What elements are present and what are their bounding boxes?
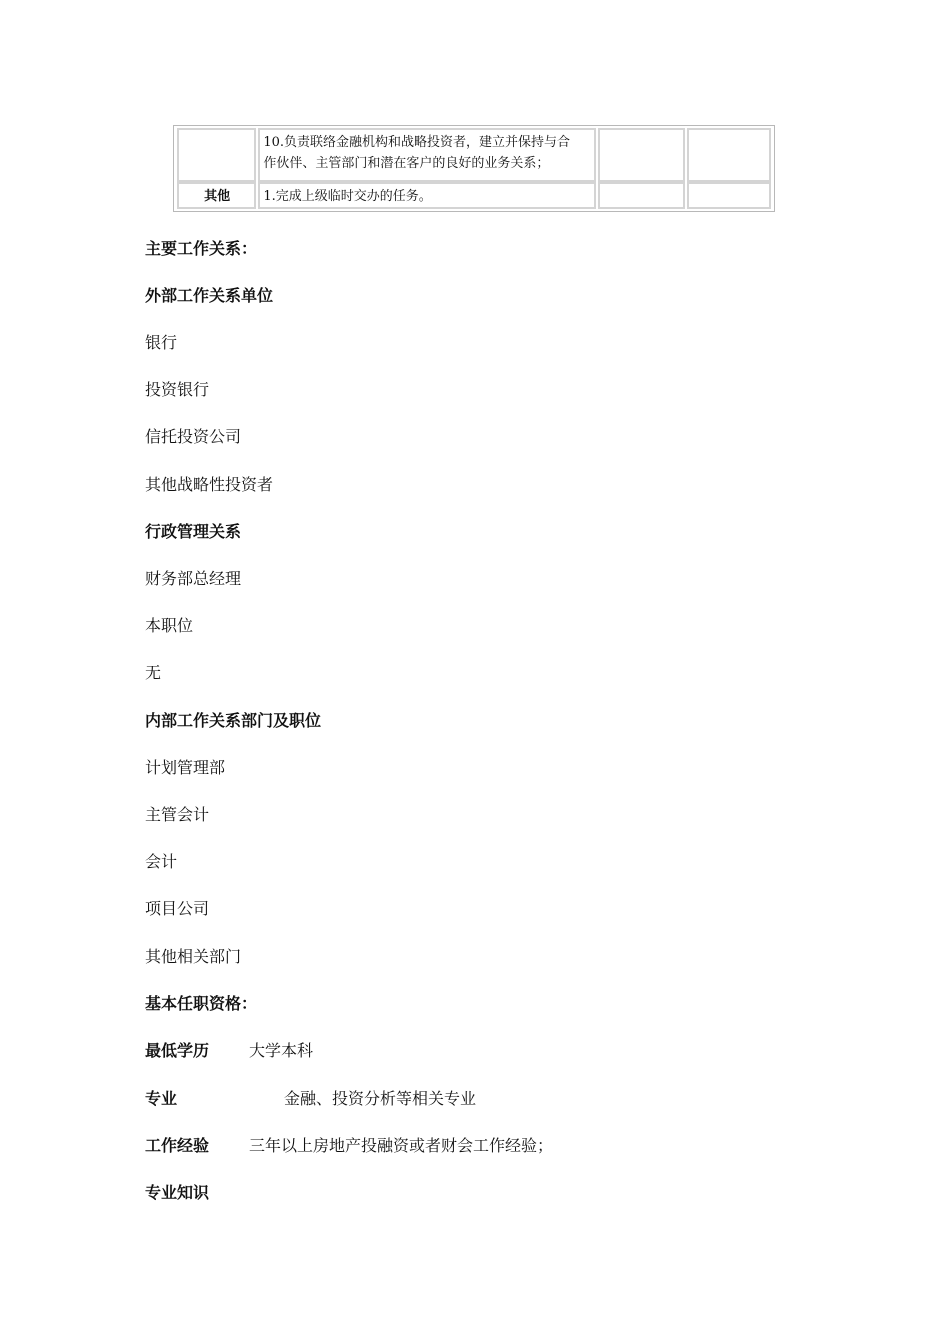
major-value: 金融、投资分析等相关专业: [284, 1089, 477, 1108]
major-label: 专业: [145, 1089, 178, 1108]
list-item: 财务部总经理: [145, 569, 242, 588]
knowledge-label: 专业知识: [145, 1183, 210, 1202]
list-item: 投资银行: [145, 380, 210, 399]
list-item: 项目公司: [145, 899, 210, 918]
list-item: 信托投资公司: [145, 427, 242, 446]
qualifications-heading: 基本任职资格：: [145, 994, 258, 1013]
duty-cell: [258, 128, 596, 182]
list-item: 会计: [145, 852, 178, 871]
table-row: [176, 128, 772, 182]
empty-cell: [598, 182, 684, 209]
list-item: 其他战略性投资者: [145, 475, 274, 494]
education-value: 大学本科: [249, 1041, 314, 1060]
duty-text-line: 作伙伴、主管部门和潜在客户的良好的业务关系；: [263, 156, 550, 171]
list-item: 其他相关部门: [145, 947, 242, 966]
empty-cell: [687, 128, 771, 182]
external-relations-heading: 外部工作关系单位: [145, 286, 274, 305]
empty-cell: [687, 182, 771, 209]
internal-relations-heading: 内部工作关系部门及职位: [145, 711, 322, 730]
category-cell: [177, 128, 256, 182]
education-label: 最低学历: [145, 1041, 210, 1060]
main-relations-heading: 主要工作关系：: [145, 239, 258, 258]
admin-relations-heading: 行政管理关系: [145, 522, 242, 541]
duties-table: [173, 125, 775, 212]
empty-cell: [598, 128, 684, 182]
list-item: 无: [145, 663, 162, 682]
duty-cell: 1.完成上级临时交办的任务。: [258, 182, 596, 209]
list-item: 银行: [145, 333, 178, 352]
list-item: 本职位: [145, 616, 194, 635]
list-item: 计划管理部: [145, 758, 226, 777]
experience-value: 三年以上房地产投融资或者财会工作经验；: [249, 1136, 554, 1155]
experience-label: 工作经验: [145, 1136, 210, 1155]
duty-text-line: 10.负责联络金融机构和战略投资者，建立并保持与合: [263, 135, 571, 150]
table-row: [176, 182, 772, 209]
list-item: 主管会计: [145, 805, 210, 824]
category-cell: 其他: [177, 182, 256, 209]
